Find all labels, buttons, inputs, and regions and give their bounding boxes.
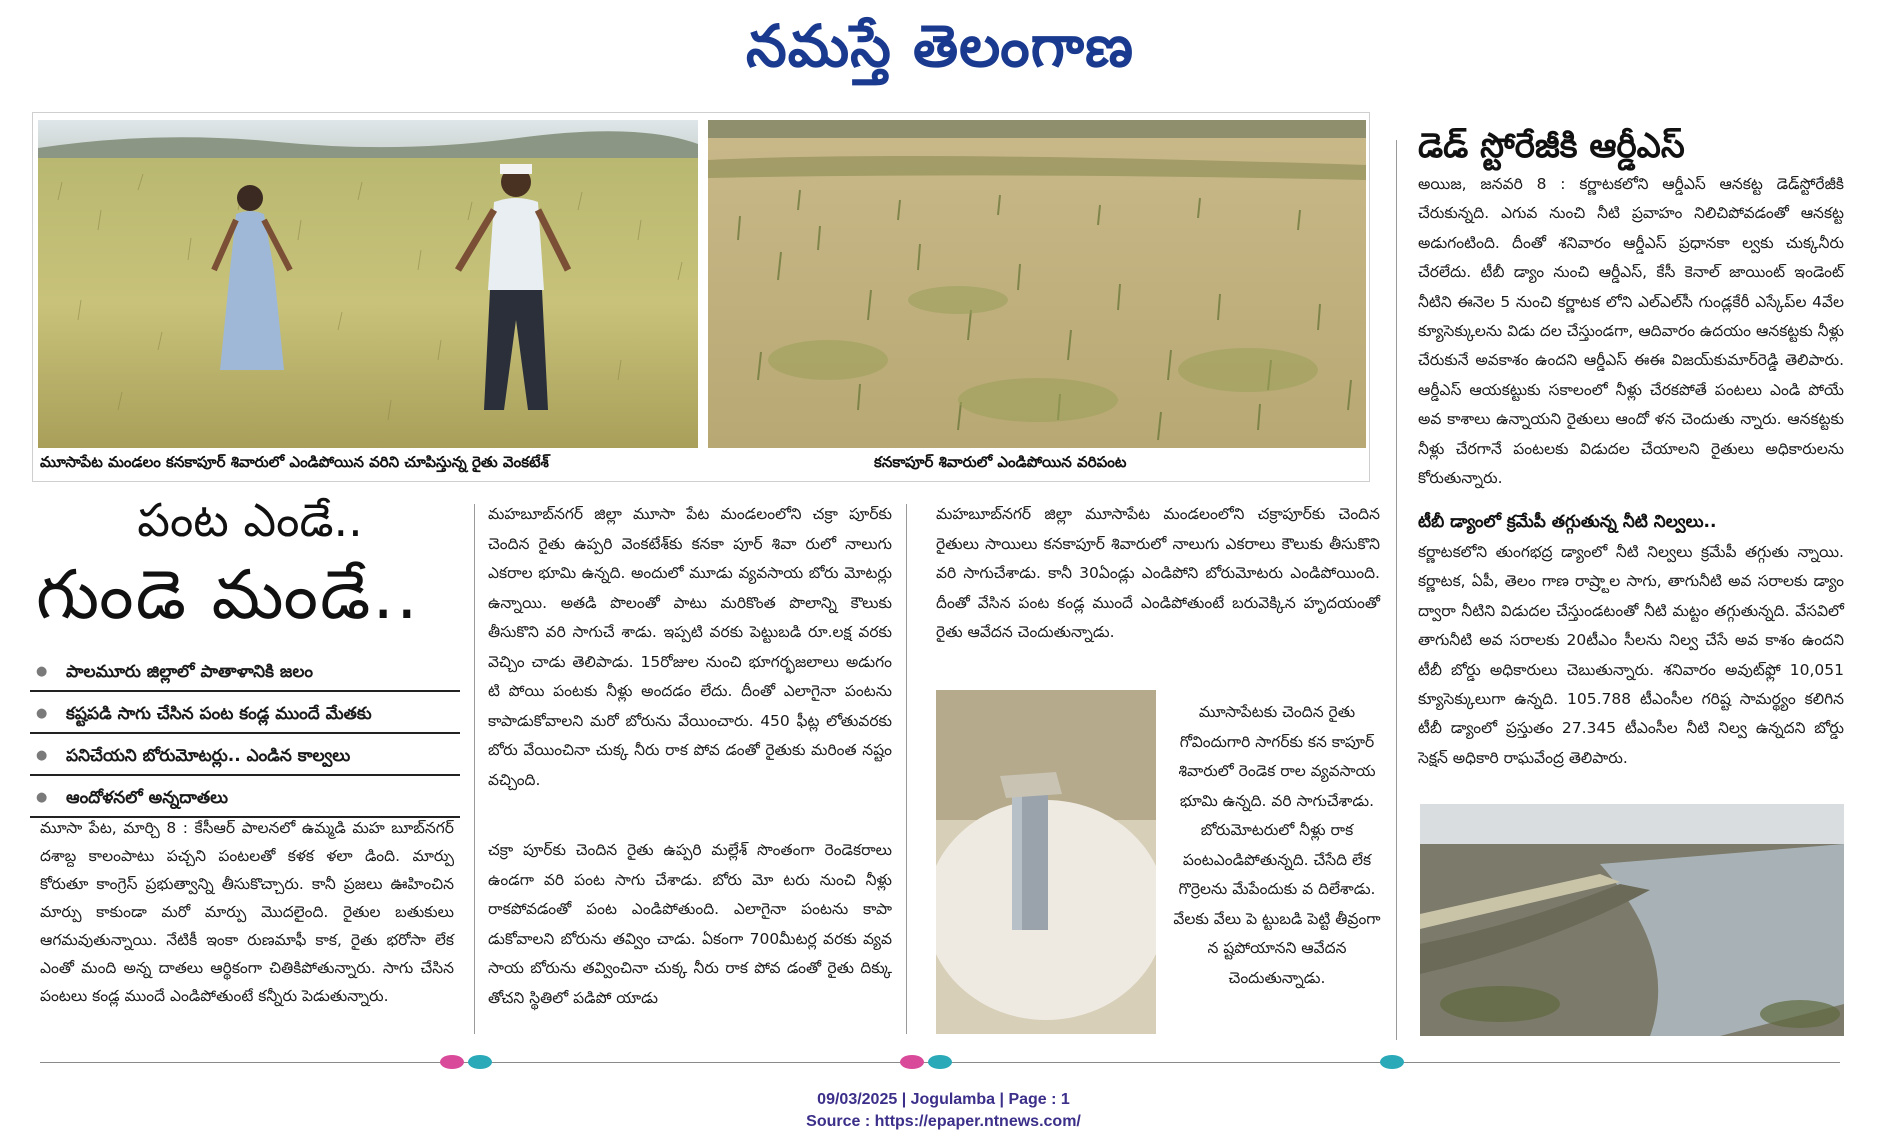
left-photo-caption: మూసాపేట మండలం కనకాపూర్‌ శివారులో ఎండిపోయిన వరిని చూపిస్తున్న రైతు వెంకటేశ్‌ — [40, 453, 549, 471]
main-story-column2-text-b: చక్రా పూర్‌కు చెందిన రైతు ఉప్పరి మల్లేశ్‌ సొంతంగా రెండెకరాలు ఉండగా వరి పంట సాగు చేశాడు. బోరు మో టరు నుంచి నీళ్లు రాకపోవడంతో పంట ఎండిపోతుంది. ఎలాగైనా పంటను కాపా డుకోవాలని బోరును తవ్విం చాడు. ఏకంగా 700మీటర్ల వరకు వ్యవ సాయ బోరును తవ్వించినా చుక్క నీరు రాక పోవ డంతో రైతు దిక్కు తోచని స్థితిలో పడిపో యాడు — [488, 841, 892, 1007]
footer-date-edition: 09/03/2025 | Jogulamba | Page : 1 — [817, 1091, 1070, 1108]
ornament-icon — [928, 1055, 952, 1069]
headline-line2: గుండె మండే.. — [36, 556, 420, 635]
highlight-item: ● పాలమూరు జిల్లాలో పాతాళానికి జలం — [30, 654, 460, 692]
main-story-column3-text-b: మూసాపేటకు చెందిన రైతు గోవిందుగారి సాగర్‌కు కన కాపూర్‌ శివారులో రెండెక రాల వ్యవసాయ భూమి ఉన్నది. వరి సాగుచేశాడు. బోరుమోటరులో నీళ్లు రాక పంటఎండిపోతున్నది. చేసేది లేక గొర్రెలను మేపేందుకు వ దిలేశాడు. వేలకు వేలు పె ట్టుబడి పెట్టి తీవ్రంగా న ష్టపోయానని ఆవేదన చెందుతున్నాడు. — [1173, 703, 1381, 987]
main-story-column1-text: మూసా పేట, మార్చి 8 : కేసీఆర్‌ పాలనలో ఉమ్మడి మహ బూబ్‌నగర్‌ దశాబ్ద కాలంపాటు పచ్చని పంటలతో కళక ళలా డింది. మార్పు కోరుతూ కాంగ్రెస్‌ ప్రభుత్వాన్ని తీసుకొచ్చారు. కానీ ప్రజలు ఊహించిన మార్పు కాకుండా మరో మార్పు మొదలైంది. రైతుల బతుకులు ఆగమవుతున్నాయి. నేటికీ ఇంకా రుణమాఫీ కాక, రైతు భరోసా లేక ఎంతో మంది అన్న దాతలు ఆర్థికంగా చితికిపోతున్నారు. సాగు చేసిన పంటలు కండ్ల ముందే ఎండిపోతుంటే కన్నీరు పెడుతున్నారు. — [40, 819, 454, 1005]
main-story-column3-text-a: మహబూబ్‌నగర్‌ జిల్లా మూసాపేట మండలంలోని చక్రాపూర్‌కు చెందిన రైతులు సాయిలు కనకాపూర్‌ శివారులో నాలుగు ఎకరాలు కౌలుకు తీసుకొని వరి సాగుచేశాడు. కానీ 30ఏండ్లు ఎండిపోని బోరుమోటరు ఎండిపోయింది. దీంతో వేసిన పంట కండ్ల ముందే ఎండిపోతుంటే బరువెక్కిన హృదయంతో రైతు ఆవేదన చెందుతున్నాడు. — [936, 505, 1380, 641]
highlight-item: ● కష్టపడి సాగు చేసిన పంట కండ్ల ముందే మేతకు — [30, 696, 460, 734]
main-story-column2-text-a: మహబూబ్‌నగర్‌ జిల్లా మూసా పేట మండలంలోని చక్రా పూర్‌కు చెందిన రైతు ఉప్పరి వెంకటేశ్‌కు కనకా పూర్‌ శివా రులో నాలుగు ఎకరాల భూమి ఉన్నది. అందులో మూడు వ్యవసాయ బోరు మోటర్లు ఉన్నాయి. అతడి పొలంతో పాటు మరికొంత పొలాన్ని కౌలుకు తీసుకొని వరి సాగుచే శాడు. ఇప్పటి వరకు పెట్టుబడి రూ.లక్ష వరకు వెచ్చిం చాడు తెలిపాడు. 15రోజుల నుంచి భూగర్భజలాలు అడుగం టి పోయి పంటకు నీళ్లు అందడం లేదు. దీంతో ఎలాగైనా పంటను కాపాడుకోవాలని మరో బోరును వేయించారు. 450 ఫీట్ల లోతువరకు బోరు వేయించినా చుక్క నీరు రాక పోవ డంతో రైతుకు మరింత నష్టం వచ్చింది. — [488, 505, 892, 789]
borewell-pipe-photo — [936, 690, 1156, 1034]
highlight-item: ● పనిచేయని బోరుమోటర్లు.. ఎండిన కాల్వలు — [30, 738, 460, 776]
column-divider — [906, 504, 907, 1034]
ornament-icon — [440, 1055, 464, 1069]
dried-paddy-field-photo — [708, 120, 1366, 448]
masthead-title: నమస్తే తెలంగాణ — [746, 12, 1134, 80]
footer-source-link[interactable]: Source : https://epaper.ntnews.com/ — [806, 1113, 1081, 1130]
headline-line1: పంట ఎండే.. — [137, 493, 363, 547]
column-divider — [474, 504, 475, 1034]
ornament-icon — [468, 1055, 492, 1069]
highlights-list — [30, 654, 460, 822]
side-story-headline: డెడ్‌ స్టోరేజీకి ఆర్డీఎస్‌ — [1418, 126, 1685, 166]
right-photo-caption: కనకాపూర్‌ శివారులో ఎండిపోయిన వరిపంట — [874, 453, 1127, 471]
farmers-in-dry-field-photo — [38, 120, 698, 448]
highlight-item: ● ఆందోళనలో అన్నదాతలు — [30, 780, 460, 818]
column-divider — [1396, 140, 1397, 1040]
side-story-text-a: అయిజ, జనవరి 8 : కర్ణాటకలోని ఆర్డీఎస్‌ ఆనకట్ట డెడ్‌స్టోరేజీకి చేరుకున్నది. ఎగువ నుంచి నీటి ప్రవాహం నిలిచిపోవడంతో ఆనకట్ట అడుగంటింది. దీంతో శనివారం ఆర్డీఎస్‌ ప్రధానకా ల్వకు చుక్కనీరు చేరలేదు. టీబీ డ్యాం నుంచి ఆర్డీఎస్‌, కేసీ కెనాల్‌ జాయింట్‌ ఇండెంట్‌ నీటిని ఈనెల 5 నుంచి కర్ణాటక లోని ఎల్‌ఎల్‌సీ గుండ్లకేరీ ఎస్కేప్‌ల 4వేల క్యూసెక్కులను విడు దల చేస్తుండగా, ఆదివారం ఉదయం ఆనకట్టకు నీళ్లు చేరుకునే అవకాశం ఉందని ఆర్డీఎస్‌ ఈఈ విజయ్‌కుమార్‌రెడ్డి తెలిపారు. ఆర్డీఎస్‌ ఆయకట్టుకు సకాలంలో నీళ్లు చేరకపోతే పంటలు ఎండి పోయే అవ కాశాలు ఉన్నాయని రైతులు ఆందో ళన చెందుతు న్నారు. ఆనకట్టకు నీళ్లు చేరగానే పంటలకు విడుదల చేయాలని రైతులు అధికారులను కోరుతున్నారు. — [1418, 175, 1844, 488]
side-story-text-b: కర్ణాటకలోని తుంగభద్ర డ్యాంలో నీటి నిల్వలు క్రమేపీ తగ్గుతు న్నాయి. కర్ణాటక, ఏపీ, తెలం గాణ రాష్ర్టాల సాగు, తాగునీటి అవ సరాలకు డ్యాం ద్వారా నీటిని విడుదల చేస్తుండటంతో నీటి మట్టం తగ్గుతున్నది. వేసవిలో తాగునీటి అవ సరాలకు 20టీఎం సీలను నిల్వ చేసే అవ కాశం ఉందని టీబీ బోర్డు అధికారులు చెబుతున్నారు. శనివారం అవుట్‌ఫ్లో 10,051 క్యూసెక్కులుగా ఉన్నది. 105.788 టీఎంసీల గరిష్ట సామర్థ్యం కలిగిన టీబీ డ్యాంలో ప్రస్తుతం 27.345 టీఎంసీల నీటి నిల్వ ఉన్నదని బోర్డు సెక్షన్‌ అధికారి రాఘవేంద్ర తెలిపారు. — [1418, 543, 1844, 767]
low-water-dam-photo — [1420, 804, 1844, 1036]
ornament-icon — [900, 1055, 924, 1069]
side-story-subhead: టీబీ డ్యాంలో క్రమేపీ తగ్గుతున్న నీటి నిల్వలు.. — [1418, 512, 1717, 532]
ornament-icon — [1380, 1055, 1404, 1069]
